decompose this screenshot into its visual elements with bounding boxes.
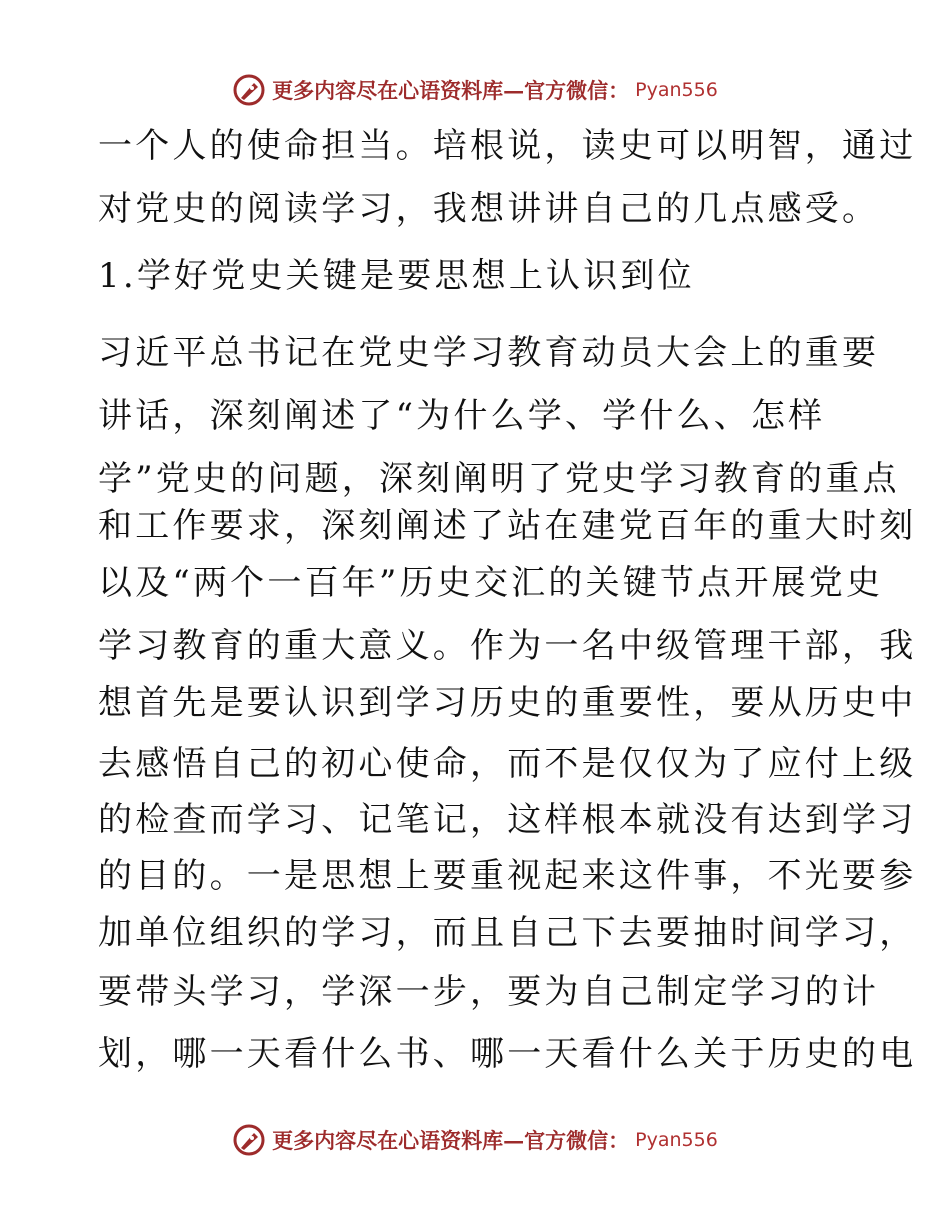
pen-nib-logo-icon (232, 1123, 266, 1157)
text-line: 的检查而学习、记笔记，这样根本就没有达到学习 (98, 800, 917, 840)
pen-nib-logo-icon (232, 73, 266, 107)
banner-text: 更多内容尽在心语资料库—官方微信： (272, 78, 630, 103)
text-line: 对党史的阅读学习，我想讲讲自己的几点感受。 (98, 189, 880, 229)
text-line: 学习教育的重大意义。作为一名中级管理干部，我 (98, 626, 917, 666)
banner-text: 更多内容尽在心语资料库—官方微信： (272, 1128, 630, 1153)
text-line: 划，哪一天看什么书、哪一天看什么关于历史的电 (98, 1034, 917, 1074)
text-line: 讲话，深刻阐述了“为什么学、学什么、怎样 (98, 396, 826, 436)
text-line: 想首先是要认识到学习历史的重要性，要从历史中 (98, 683, 917, 723)
banner-contact: Pyan556 (635, 1129, 718, 1151)
text-line: 的目的。一是思想上要重视起来这件事，不光要参 (98, 856, 917, 896)
banner-contact: Pyan556 (635, 79, 718, 101)
text-line: 要带头学习，学深一步，要为自己制定学习的计 (98, 972, 880, 1012)
text-line: 一个人的使命担当。培根说，读史可以明智，通过 (98, 126, 917, 166)
text-line: 习近平总书记在党史学习教育动员大会上的重要 (98, 333, 880, 373)
header-watermark-banner (0, 70, 950, 110)
text-line: 加单位组织的学习，而且自己下去要抽时间学习， (98, 913, 917, 953)
text-line: 去感悟自己的初心使命，而不是仅仅为了应付上级 (98, 744, 917, 784)
text-line: 学”党史的问题，深刻阐明了党史学习教育的重点 (98, 459, 900, 499)
text-line: 和工作要求，深刻阐述了站在建党百年的重大时刻 (98, 506, 917, 546)
text-line: 以及“两个一百年”历史交汇的关键节点开展党史 (98, 563, 884, 603)
footer-watermark-banner (0, 1120, 950, 1160)
section-heading: 1.学好党史关键是要思想上认识到位 (98, 256, 695, 296)
